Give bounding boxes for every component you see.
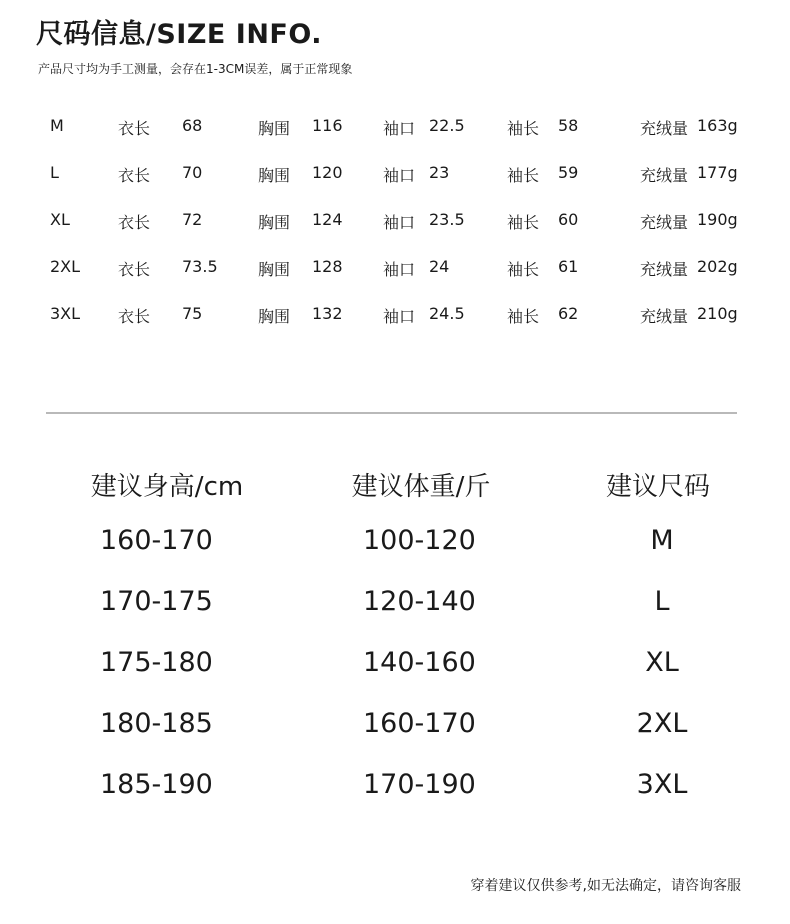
weight-range: 100-120 [363,525,476,556]
weight-header: 建议体重/斤 [351,472,491,502]
length-label: 衣长 [118,166,151,185]
fill-value: 190g [697,210,738,229]
length-label: 衣长 [118,307,151,326]
size-row [0,108,790,155]
fill-value: 210g [697,304,738,323]
weight-range: 160-170 [363,708,476,739]
cuff-value: 24 [429,257,450,276]
recommended-size: 2XL [636,708,688,739]
fill-value: 202g [697,257,738,276]
chest-label: 胸围 [258,307,291,326]
size-table [0,108,790,343]
cuff-value: 22.5 [429,116,465,135]
fill-label: 充绒量 [640,260,689,279]
chest-label: 胸围 [258,213,291,232]
sleeve-label: 袖长 [507,307,540,326]
sleeve-value: 58 [558,116,579,135]
chest-label: 胸围 [258,166,291,185]
sleeve-label: 袖长 [507,213,540,232]
length-value: 75 [182,304,203,323]
height-range: 185-190 [100,769,213,800]
cuff-label: 袖口 [383,213,416,232]
length-value: 70 [182,163,203,182]
length-value: 73.5 [182,257,218,276]
fill-value: 177g [697,163,738,182]
height-range: 180-185 [100,708,213,739]
size-label: 2XL [50,257,81,276]
sleeve-value: 62 [558,304,579,323]
height-range: 175-180 [100,647,213,678]
chest-value: 120 [312,163,343,182]
size-label: 3XL [50,304,81,323]
recommendation-row [0,584,790,645]
chest-value: 128 [312,257,343,276]
sleeve-label: 袖长 [507,260,540,279]
cuff-label: 袖口 [383,260,416,279]
recommended-size: 3XL [636,769,688,800]
chest-label: 胸围 [258,260,291,279]
recommended-size: XL [645,647,679,678]
recommendation-row [0,523,790,584]
chest-value: 124 [312,210,343,229]
section-divider [46,412,737,414]
length-label: 衣长 [118,213,151,232]
chest-value: 116 [312,116,343,135]
sleeve-label: 袖长 [507,166,540,185]
fill-label: 充绒量 [640,119,689,138]
length-label: 衣长 [118,119,151,138]
fill-label: 充绒量 [640,307,689,326]
size-row [0,249,790,296]
size-label: L [50,163,59,182]
measurement-note: 产品尺寸均为手工测量，会存在1-3CM误差，属于正常现象 [38,62,353,76]
size-row [0,296,790,343]
cuff-label: 袖口 [383,166,416,185]
fitting-advice-note: 穿着建议仅供参考,如无法确定，请咨询客服 [470,878,741,894]
fill-value: 163g [697,116,738,135]
recommendation-table [0,462,790,828]
chest-value: 132 [312,304,343,323]
height-range: 160-170 [100,525,213,556]
recommended-size: L [654,586,670,617]
fill-label: 充绒量 [640,213,689,232]
cuff-label: 袖口 [383,307,416,326]
sleeve-value: 61 [558,257,579,276]
size-label: XL [50,210,70,229]
weight-range: 140-160 [363,647,476,678]
length-value: 68 [182,116,203,135]
cuff-value: 23 [429,163,450,182]
fill-label: 充绒量 [640,166,689,185]
sleeve-label: 袖长 [507,119,540,138]
sleeve-value: 59 [558,163,579,182]
page-title: 尺码信息/SIZE INFO. [36,19,322,50]
recommendation-row [0,706,790,767]
height-range: 170-175 [100,586,213,617]
size-label: M [50,116,64,135]
weight-range: 120-140 [363,586,476,617]
size-row [0,202,790,249]
chest-label: 胸围 [258,119,291,138]
cuff-value: 23.5 [429,210,465,229]
recommendation-header-row [0,462,790,523]
length-label: 衣长 [118,260,151,279]
length-value: 72 [182,210,203,229]
size-header: 建议尺码 [605,472,711,502]
size-row [0,155,790,202]
weight-range: 170-190 [363,769,476,800]
recommended-size: M [650,525,674,556]
recommendation-row [0,645,790,706]
recommendation-row [0,767,790,828]
cuff-label: 袖口 [383,119,416,138]
cuff-value: 24.5 [429,304,465,323]
sleeve-value: 60 [558,210,579,229]
height-header: 建议身高/cm [90,472,244,502]
